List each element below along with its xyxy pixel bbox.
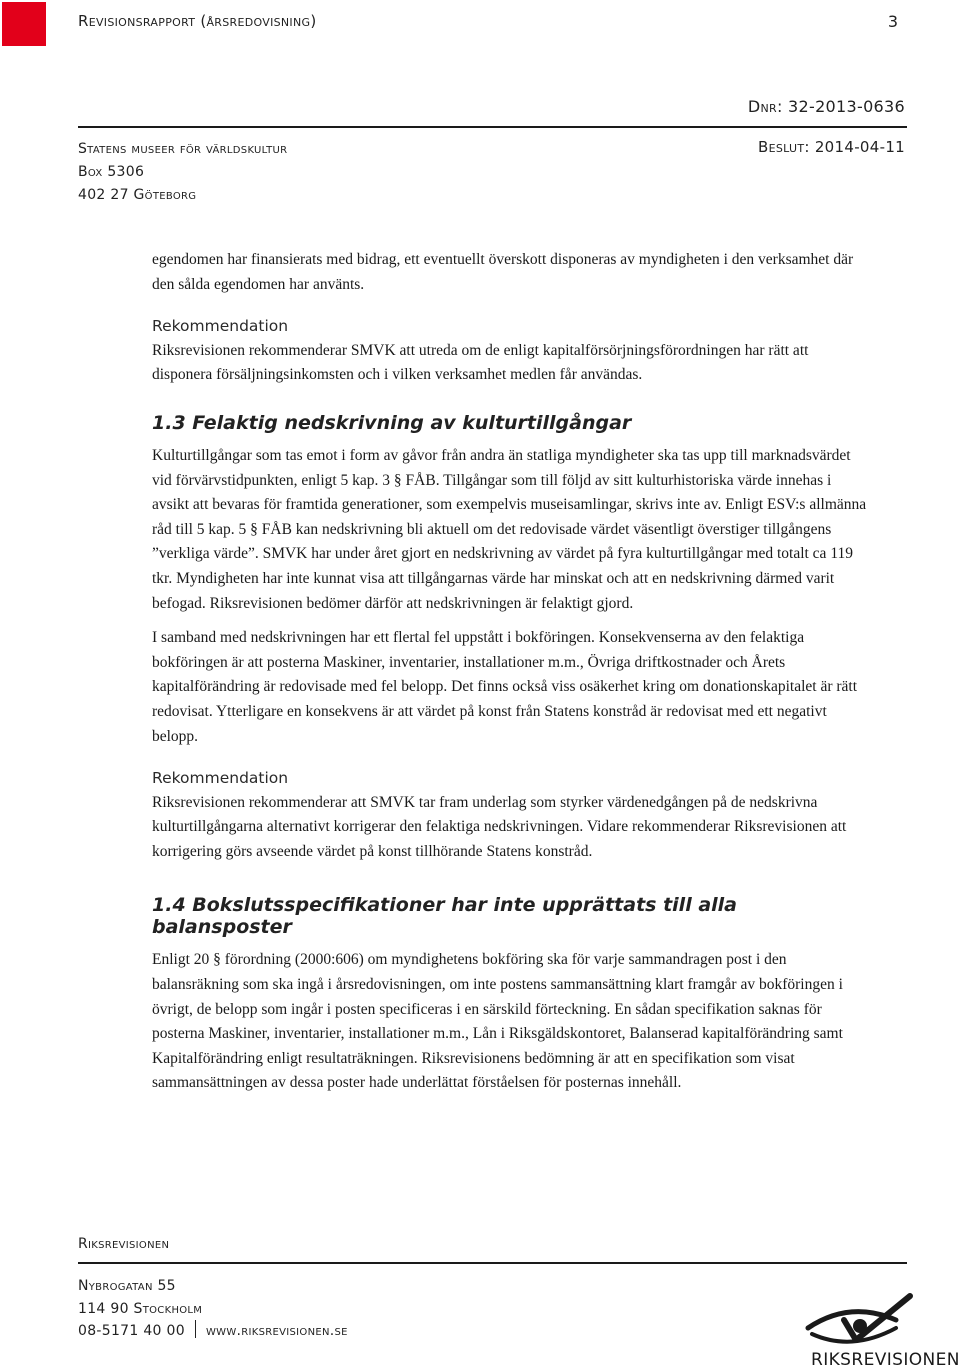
- section-heading-1-4: 1.4 Bokslutsspecifikationer har inte upprättats till alla balansposter: [152, 894, 737, 939]
- recommendation-heading-2: Rekommendation: [152, 769, 289, 788]
- page-number: 3: [887, 12, 898, 31]
- brand-red-square: [2, 2, 46, 46]
- footer-city: 114 90 Stockholm: [78, 1300, 203, 1317]
- section-heading-1-3: 1.3 Felaktig nedskrivning av kulturtillgångar: [152, 411, 632, 434]
- diary-number: Dnr: 32-2013-0636: [747, 97, 905, 116]
- recipient-box: Box 5306: [78, 164, 145, 180]
- decision-date: Beslut: 2014-04-11: [758, 138, 905, 156]
- recipient-city: 402 27 Göteborg: [78, 187, 197, 203]
- paragraph-1-3-b: I samband med nedskrivningen har ett flertal fel uppstått i bokföringen. Konsekvenserna av den felaktiga bokföringen är att posterna Maskiner, inventarier, installationer m.m., Övriga driftkostnader och Årets kapitalförändring är redovisade med fel belopp. Det finns också viss osäkerhet kring om donationskapitalet är rätt redovisat. Ytterligare en konsekvens är att värdet på konst från Statens konstråd är redovisat med ett negativt belopp.: [152, 629, 858, 745]
- footer-divider: [78, 1262, 907, 1264]
- footer-phone: 08-5171 40 00: [78, 1323, 185, 1339]
- paragraph-1-3-a: Kulturtillgångar som tas emot i form av gåvor från andra än statliga myndigheter ska tas upp till marknadsvärdet vid förvärvstidpunkten, enligt 5 kap. 3 § FÅB. Tillgångar som till följd av sitt kulturhistoriska värde innehas i avsikt att bevaras för framtida generationer, som exempelvis museisamlingar, skrivs inte av. Enligt ESV:s allmänna råd till 5 kap. 5 § FÅB kan nedskrivning bli aktuell om det redovisade värdet väsentligt överstiger tillgångens ”verkliga värde”. SMVK har under året gjort en nedskrivning av värdet på fyra kulturtillgångar med totalt ca 119 tkr. Myndigheten har inte kunnat visa att tillgångarnas värde har minskat och att en nedskrivning därmed varit befogad. Riksrevisionen bedömer därför att nedskrivningen är felaktigt gjord.: [152, 446, 867, 612]
- paragraph-1-4: Enligt 20 § förordning (2000:606) om myndighetens bokföring ska för varje sammandragen post i den balansräkning som ska ingå i årsredovisningen, om inte postens sammansättning klart framgår av bokföringen i övrigt, de belopp som ingår i posten specificeras i en särskild förteckning. En sådan specifikation saknas för posterna Maskiner, inventarier, installationer m.m., Lån i Riksgäldskontoret, Balanserad kapitalförändring samt Kapitalförändring enligt resultaträkningen. Riksrevisionens bedömning är att en specifikation som visat sammansättningen av dessa poster hade underlättat förståelsen för posternas innehåll.: [152, 951, 843, 1092]
- footer-address: [78, 1275, 348, 1343]
- footer-contact: [78, 1320, 348, 1343]
- recommendation-text-2: Riksrevisionen rekommenderar att SMVK tar fram underlag som styrker värdenedgången på de nedskrivna kulturtillgångarna alternativt korrigerar den felaktiga nedskrivningen. Vidare rekommenderar Riksrevisionen att korrigering görs avseende värdet på konst tillhörande Statens konstråd.: [152, 793, 847, 860]
- footer-street: Nybrogatan 55: [78, 1278, 176, 1294]
- report-title: Revisionsrapport (årsredovisning): [78, 12, 317, 30]
- recommendation-text-1: Riksrevisionen rekommenderar SMVK att utreda om de enligt kapitalförsörjningsförordningen har rätt att disponera försäljningsinkomsten och i vilken verksamhet medlen får användas.: [152, 341, 809, 384]
- paragraph-intro: egendomen har finansierats med bidrag, ett eventuellt överskott disponeras av myndigheten i den verksamhet där den sålda egendomen har använts.: [152, 251, 854, 293]
- footer-logo-text: RIKSREVISIONEN: [811, 1350, 960, 1370]
- footer-website: www.riksrevisionen.se: [205, 1323, 348, 1339]
- document-body: [152, 248, 872, 1096]
- header-divider: [78, 126, 907, 128]
- footer-separator: [195, 1320, 196, 1338]
- recommendation-heading-1: Rekommendation: [152, 317, 289, 336]
- recipient-address: [78, 138, 287, 207]
- recipient-name: Statens museer för världskultur: [78, 141, 288, 157]
- footer-organization: Riksrevisionen: [78, 1236, 170, 1252]
